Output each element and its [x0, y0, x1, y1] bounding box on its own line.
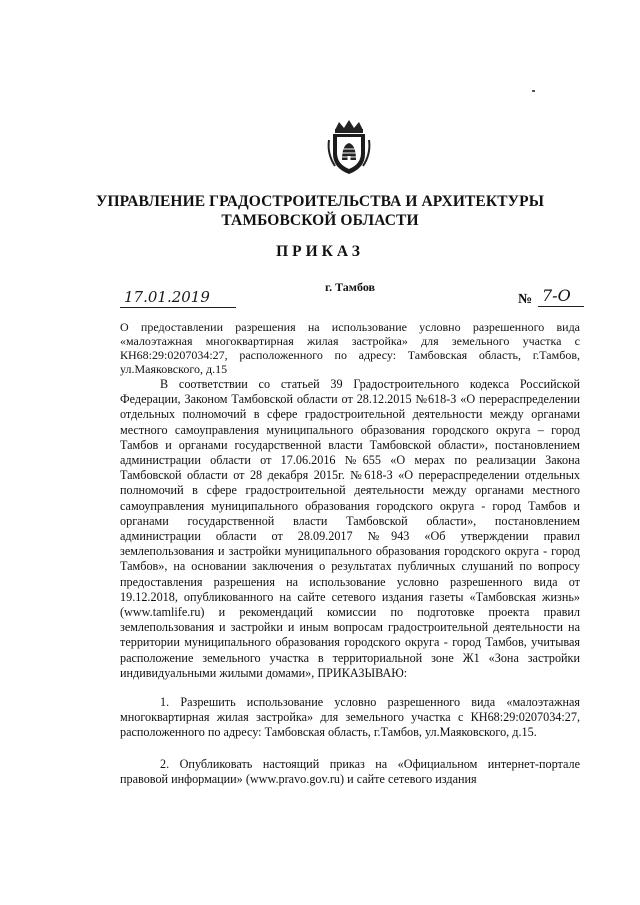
city-label: г. Тамбов [325, 280, 375, 294]
paragraph-text: 2. Опубликовать настоящий приказ на «Официальном интернет-портале правовой информации» (www.pravo.gov.ru) и сайте сетевого издания [120, 757, 580, 787]
order-item-2 [120, 757, 580, 787]
document-type-title: ПРИКАЗ [276, 243, 364, 260]
document-date: 17.01.2019 [120, 287, 236, 308]
organization-region: ТАМБОВСКОЙ ОБЛАСТИ [221, 212, 419, 229]
document-number: 7-О [538, 286, 584, 307]
paragraph-text: 1. Разрешить использование условно разрешенного вида «малоэтажная многоквартирная жилая застройка» для земельного участка с КН68:29:0207034:27, расположенного по адресу: Тамбовская область, г.Тамбов, ул.Маяковского, д.15. [120, 695, 580, 740]
preamble-paragraph [120, 377, 580, 681]
paragraph-text: В соответствии со статьей 39 Градостроительного кодекса Российской Федерации, Законом Тамбовской области от 28.12.2015 №618-З «О перераспределении отдельных полномочий в сфере градостроительной деятельности между органами местного самоуправления муниципального образования городского округа – город Тамбов и органами государственной власти Тамбовской области», постановлением администрации области от 17.06.2016 №655 «О мерах по реализации Закона Тамбовской области от 28 декабря 2015г. №618-З «О перераспределении отдельных полномочий в сфере градостроительной деятельности между органами местного самоуправления муниципального образования городского округа - город Тамбов и органами государственной власти Тамбовской области», постановлением администрации области от 28.09.2017 №943 «Об утверждении правил землепользования и застройки муниципального образования городского округа - город Тамбов», на основании заключения о результатах публичных слушаний по вопросу предоставления разрешения на использование условно разрешенного вида от 19.12.2018, опубликованного на сайте сетевого издания газеты «Тамбовская жизнь» (www.tamlife.ru) и рекомендаций комиссии по подготовке проекта правил землепользования и застройки и иным вопросам градостроительной деятельности на территории муниципального образования городского округа - город Тамбов, учитывая расположение земельного участка в территориальной зоне Ж1 «Зона застройки индивидуальными жилыми домами», ПРИКАЗЫВАЮ: [120, 377, 580, 680]
organization-name: УПРАВЛЕНИЕ ГРАДОСТРОИТЕЛЬСТВА И АРХИТЕКТУРЫ [95, 193, 545, 210]
scan-speck [532, 90, 535, 92]
number-label: № [518, 292, 533, 307]
coat-of-arms-icon [325, 118, 373, 176]
order-item-1 [120, 695, 580, 741]
document-subject: О предоставлении разрешения на использование условно разрешенного вида «малоэтажная многоквартирная жилая застройка» для земельного участка с КН68:29:0207034:27, расположенного по адресу: Тамбовская область, г.Тамбов, ул.Маяковского, д.15 [120, 320, 580, 376]
